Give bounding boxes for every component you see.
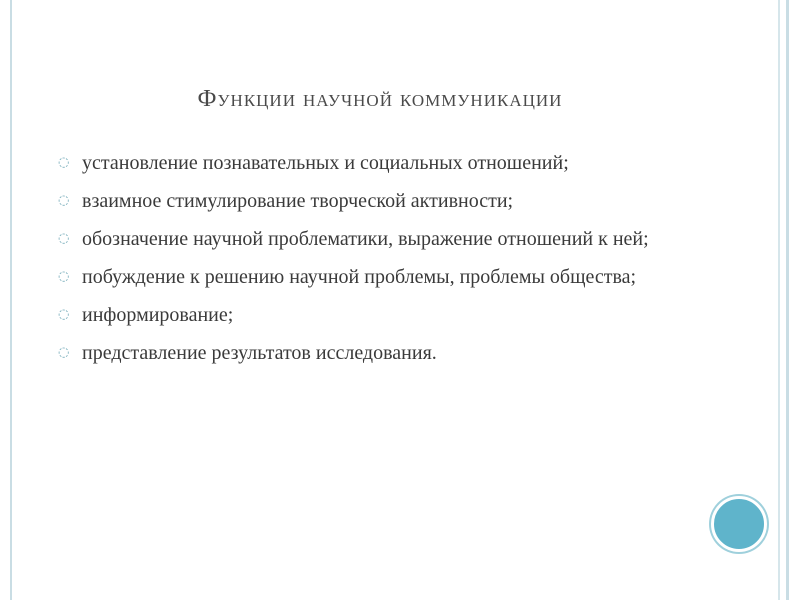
list-item-text: информирование;: [82, 304, 234, 326]
bullet-icon: ◌: [58, 307, 70, 322]
decorative-circle-icon: [711, 496, 767, 552]
list-item: [58, 340, 678, 366]
slide-title: Функции научной коммуникации: [197, 86, 563, 112]
list-item: [58, 188, 678, 214]
list-item: [58, 302, 678, 328]
bullet-icon: ◌: [58, 269, 70, 284]
bullet-icon: ◌: [58, 155, 70, 170]
list-item-text: взаимное стимулирование творческой активности;: [82, 190, 514, 212]
bullet-icon: ◌: [58, 345, 70, 360]
frame-right-inner-line: [778, 0, 780, 600]
frame-right-outer-line: [786, 0, 789, 600]
list-item-text: обозначение научной проблематики, выражение отношений к ней;: [82, 228, 649, 250]
bullet-icon: ◌: [58, 231, 70, 246]
list-item-text: побуждение к решению научной проблемы, проблемы общества;: [82, 266, 637, 288]
bullet-icon: ◌: [58, 193, 70, 208]
bullet-list: [58, 150, 678, 378]
list-item-text: представление результатов исследования.: [82, 342, 437, 364]
list-item: [58, 150, 678, 176]
list-item: [58, 264, 678, 290]
list-item-text: установление познавательных и социальных отношений;: [82, 152, 569, 174]
list-item: [58, 226, 678, 252]
